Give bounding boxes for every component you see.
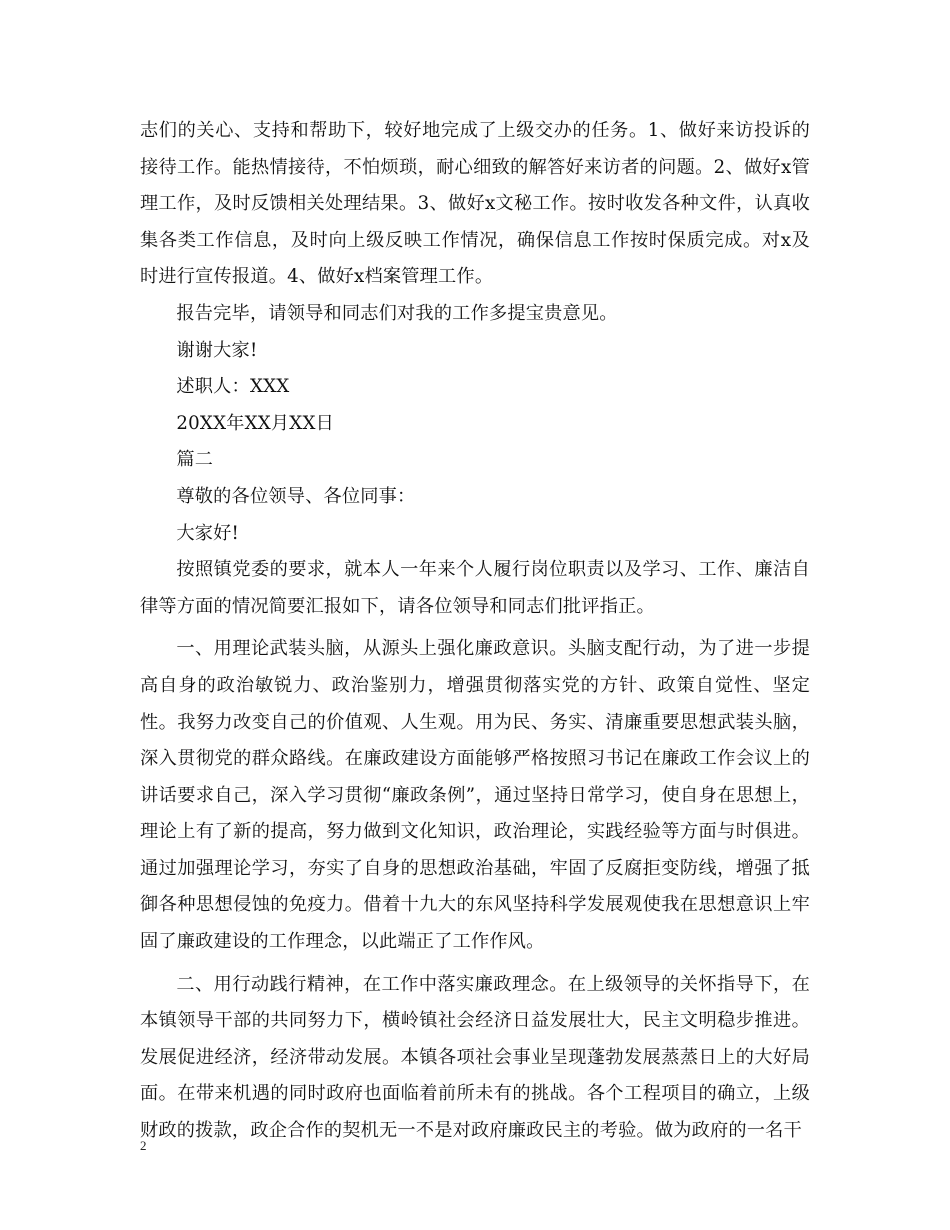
paragraph-section-one: 一、用理论武装头脑，从源头上强化廉政意识。头脑支配行动，为了进一步提高自身的政治敏锐力、政治鉴别力，增强贯彻落实党的方针、政策自觉性、坚定性。我努力改变自己的价值观、人生观。用为民、务实、清廉重要思想武装头脑，深入贯彻党的群众路线。在廉政建设方面能够严格按照习书记在廉政工作会议上的讲话要求自己，深入学习贯彻“廉政条例”，通过坚持日常学习，使自身在思想上，理论上有了新的提高，努力做到文化知识，政治理论，实践经验等方面与时俱进。通过加强理论学习，夯实了自身的思想政治基础，牢固了反腐拒变防线，增强了抵御各种思想侵蚀的免疫力。借着十九大的东风坚持科学发展观使我在思想意识上牢固了廉政建设的工作理念，以此端正了工作作风。 [140,638,810,953]
paragraph-thanks: 谢谢大家! [176,339,258,361]
paragraph-report-end: 报告完毕，请领导和同志们对我的工作多提宝贵意见。 [176,302,618,324]
paragraph-work-summary: 志们的关心、支持和帮助下，较好地完成了上级交办的任务。1、做好来访投诉的接待工作。能热情接待，不怕烦琐，耐心细致的解答好来访者的问题。2、做好x管理工作，及时反馈相关处理结果。3、做好x文秘工作。按时收发各种文件，认真收集各类工作信息，及时向上级反映工作情况，确保信息工作按时保质完成。对x及时进行宣传报道。4、做好x档案管理工作。 [140,120,810,288]
paragraph-salutation: 尊敬的各位领导、各位同事： [176,485,416,507]
document-body [140,113,810,1150]
page-number: 2 [140,1138,147,1153]
section-heading-part-two: 篇二 [176,449,214,471]
paragraph-date: 20XX年XX月XX日 [176,412,334,434]
paragraph-section-two: 二、用行动践行精神，在工作中落实廉政理念。在上级领导的关怀指导下，在本镇领导干部的共同努力下，横岭镇社会经济日益发展壮大，民主文明稳步推进。发展促进经济，经济带动发展。本镇各项社会事业呈现蓬勃发展蒸蒸日上的大好局面。在带来机遇的同时政府也面临着前所未有的挑战。各个工程项目的确立，上级财政的拨款，政企合作的契机无一不是对政府廉政民主的考验。做为政府的一名干 [140,973,810,1142]
paragraph-greeting: 大家好! [176,522,240,544]
paragraph-reporter: 述职人：XXX [176,376,290,398]
paragraph-introduction: 按照镇党委的要求，就本人一年来个人履行岗位职责以及学习、工作、廉洁自律等方面的情况简要汇报如下，请各位领导和同志们批评指正。 [140,559,810,617]
